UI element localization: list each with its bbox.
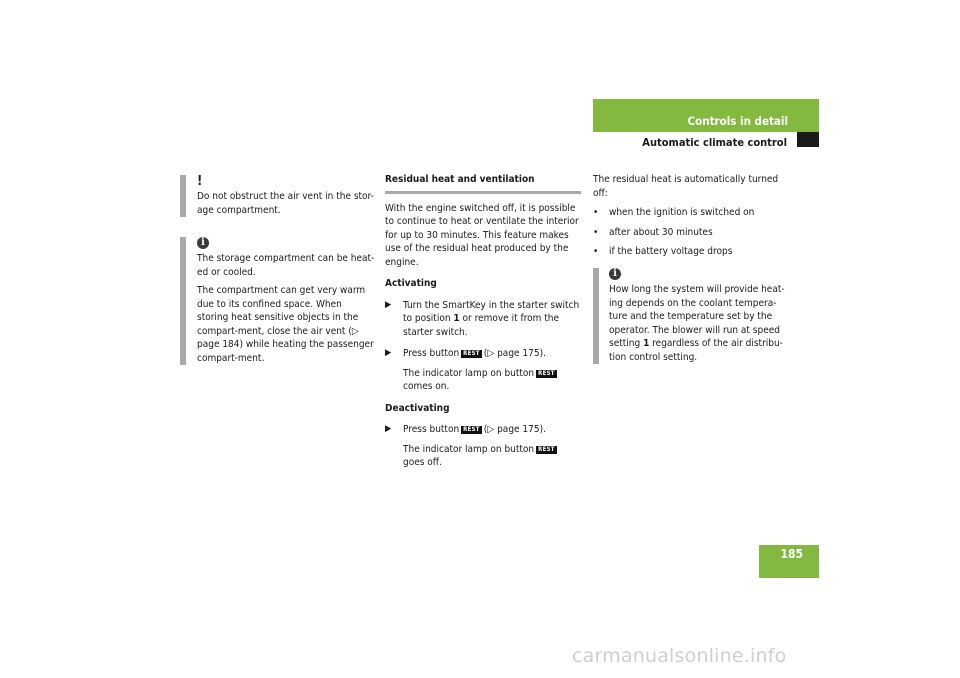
step-result: The indicator lamp on button REST goes off. [403, 443, 555, 468]
header-marker [797, 132, 819, 147]
warning-text: Do not obstruct the air vent in the stor-age compartment. [197, 191, 374, 216]
section-title: Controls in detail [687, 114, 788, 128]
list-item: • when the ignition is switched on [593, 207, 755, 218]
arrow-right-icon: ▷ [487, 348, 495, 359]
rest-button-icon: REST [538, 445, 555, 453]
step-arrow-icon: ▶ [385, 424, 392, 434]
residual-heat-section [385, 173, 581, 470]
rest-button-icon: REST [538, 369, 555, 377]
list-item: • after about 30 minutes [593, 226, 713, 238]
list-item: • if the battery voltage drops [593, 246, 733, 257]
activating-label: Activating [385, 278, 437, 289]
section-heading: Residual heat and ventilation [385, 173, 581, 194]
rest-button-icon: REST [463, 350, 480, 357]
note-bar [593, 268, 599, 364]
page-reference[interactable]: page 175 [497, 348, 540, 359]
step-item: ▶ Press button REST (▷ page 175). [385, 424, 546, 435]
info-paragraph: The storage compartment can be heat-ed or cooled. [197, 253, 375, 278]
info-note [180, 237, 376, 365]
step-arrow-icon: ▶ [385, 348, 392, 358]
page-reference[interactable]: page 184 [197, 339, 240, 350]
warning-icon: ! [197, 174, 203, 189]
info-note [593, 268, 793, 364]
step-item: ▶ Turn the SmartKey in the starter switch to position 1 or remove it from the starter switch. [385, 299, 580, 338]
arrow-right-icon: ▷ [487, 424, 495, 435]
warning-note [180, 175, 376, 217]
arrow-right-icon: ▷ [351, 325, 359, 337]
info-icon: i [197, 237, 209, 249]
info-paragraph: How long the system will provide heat-ing depends on the coolant tempera-ture and the temperature set by the operator. The blower will run at speed setting 1 regardless of the air distribu-tion control setting. [609, 284, 785, 363]
info-icon: i [609, 268, 621, 280]
intro-paragraph: The residual heat is automatically turned off: [593, 174, 779, 199]
page-reference[interactable]: page 175 [497, 424, 540, 435]
page-number-box [759, 545, 819, 578]
note-bar [180, 175, 186, 217]
watermark: carmanualsonline.info [572, 645, 787, 667]
turn-off-section [593, 173, 793, 265]
note-bar [180, 237, 186, 365]
subsection-title: Automatic climate control [642, 136, 787, 149]
step-arrow-icon: ▶ [385, 299, 392, 310]
step-result: The indicator lamp on button REST comes on. [403, 367, 555, 392]
step-item: ▶ Press button REST (▷ page 175). [385, 348, 546, 359]
info-paragraph: The compartment can get very warm due to its confined space. When storing heat sensitive objects in the compart-ment, close the air vent (▷ page 184) while heating the passenger compart-ment. [197, 285, 374, 364]
intro-paragraph: With the engine switched off, it is possible to continue to heat or ventilate the interior for up to 30 minutes. This feature makes use of the residual heat produced by the engine. [385, 202, 579, 268]
condition-list [593, 206, 793, 259]
page-number: 185 [780, 547, 803, 561]
rest-button-icon: REST [463, 426, 480, 433]
deactivating-label: Deactivating [385, 402, 450, 414]
